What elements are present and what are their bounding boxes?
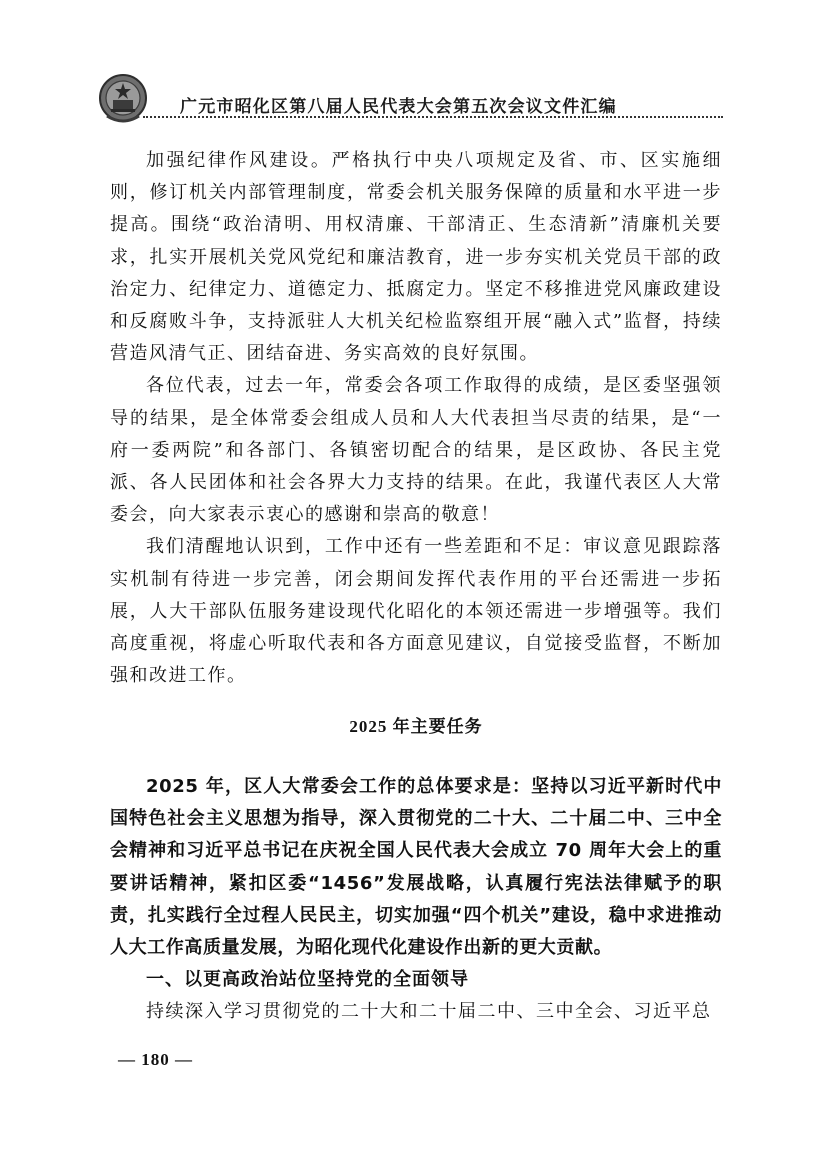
heading-1: 一、以更高政治站位坚持党的全面领导 — [146, 969, 469, 991]
paragraph: 我们清醒地认识到，工作中还有一些差距和不足：审议意见跟踪落实机制有待进一步完善，闭会期间发挥代表作用的平台还需进一步拓展，人大干部队伍服务建设现代化昭化的本领还需进一步增强等。我们高度重视，将虚心听取代表和各方面意见建议，自觉接受监督，不断加强和改进工作。 — [110, 536, 722, 687]
paragraph: 持续深入学习贯彻党的二十大和二十届二中、三中全会、习近平总 — [146, 1001, 712, 1023]
summary-paragraph: 2025 年，区人大常委会工作的总体要求是：坚持以习近平新时代中国特色社会主义思想为指导，深入贯彻党的二十大、二十届二中、三中全会精神和习近平总书记在庆祝全国人民代表大会成立 70 周年大会上的重要讲话精神，紧扣区委“1456”发展战略，认真履行宪法法律赋予的职责，扎实践行全过程人民民主，切实加强“四个机关”建设，稳中求进推动人大工作高质量发展，为昭化现代化建设作出新的更大贡献。 — [110, 776, 722, 959]
body-text-bottom — [110, 771, 722, 1028]
section-title: 2025 年主要任务 — [349, 717, 483, 736]
paragraph: 各位代表，过去一年，常委会各项工作取得的成绩，是区委坚强领导的结果，是全体常委会组成人员和人大代表担当尽责的结果，是“一府一委两院”和各部门、各镇密切配合的结果，是区政协、各民主党派、各人民团体和社会各界大力支持的结果。在此，我谨代表区人大常委会，向大家表示衷心的感谢和崇高的敬意！ — [110, 375, 722, 526]
national-emblem-icon — [97, 72, 149, 128]
page-number: — 180 — — [118, 1050, 193, 1069]
body-text-top — [110, 145, 722, 692]
header-divider — [143, 116, 723, 118]
header-title: 广元市昭化区第八届人民代表大会第五次会议文件汇编 — [180, 97, 617, 117]
paragraph: 加强纪律作风建设。严格执行中央八项规定及省、市、区实施细则，修订机关内部管理制度，常委会机关服务保障的质量和水平进一步提高。围绕“政治清明、用权清廉、干部清正、生态清新”清廉机关要求，扎实开展机关党风党纪和廉洁教育，进一步夯实机关党员干部的政治定力、纪律定力、道德定力、抵腐定力。坚定不移推进党风廉政建设和反腐败斗争，支持派驻人大机关纪检监察组开展“融入式”监督，持续营造风清气正、团结奋进、务实高效的良好氛围。 — [110, 150, 722, 365]
